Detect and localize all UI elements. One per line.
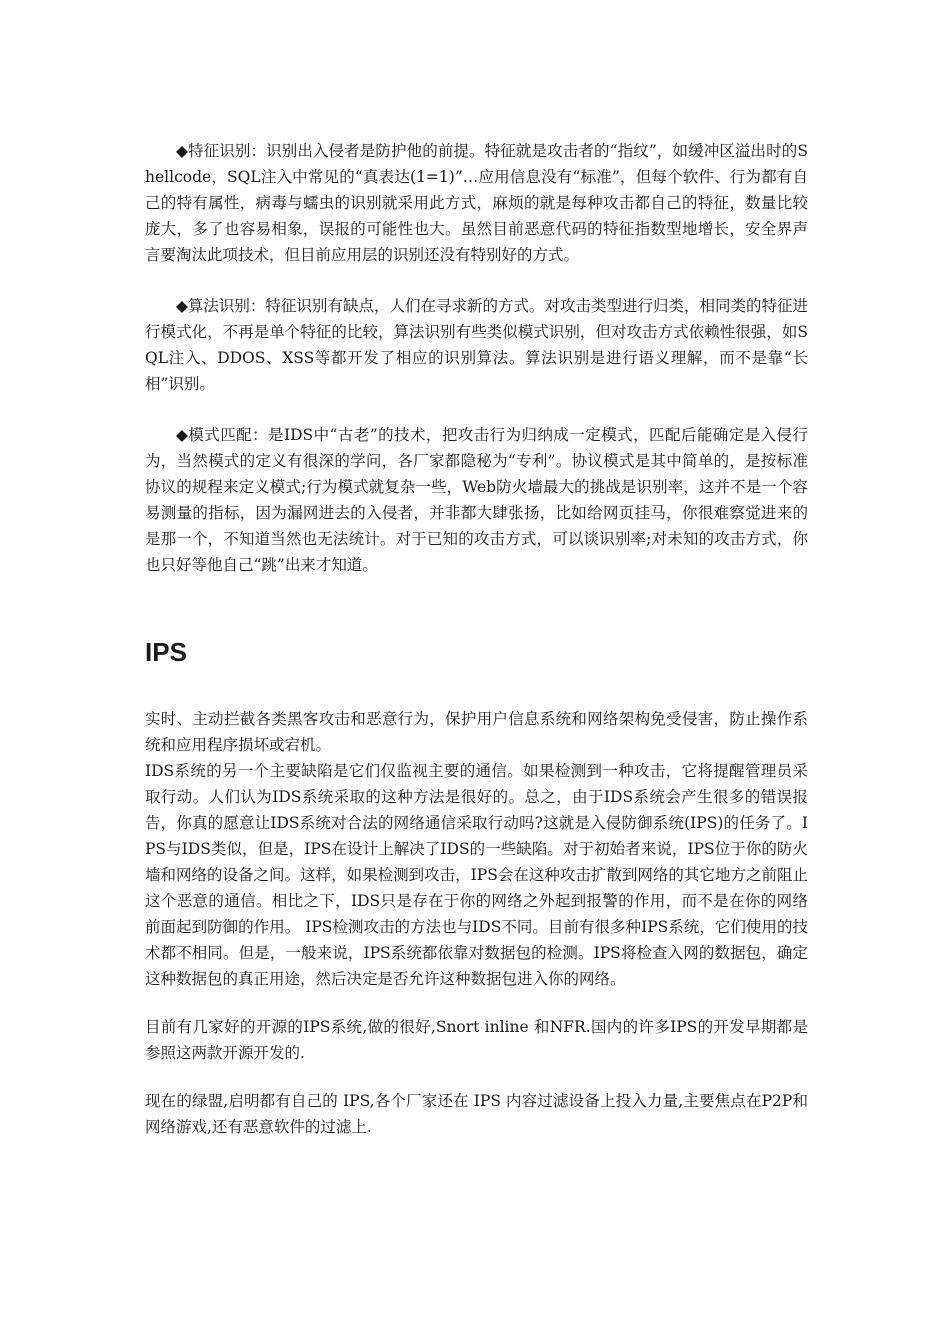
feature-recognition-paragraph: ◆特征识别：识别出入侵者是防护他的前提。特征就是攻击者的“指纹”，如缓冲区溢出时的Shellcode，SQL注入中常见的“真表达(1=1)”…应用信息没有“标准”，但每个软件、行为都有自己的特有属性，病毒与蠕虫的识别就采用此方式，麻烦的就是每种攻击都自己的特征，数量比较庞大，多了也容易相象，误报的可能性也大。虽然目前恶意代码的特征指数型地增长，安全界声言要淘汰此项技术，但目前应用层的识别还没有特别好的方式。 bbox=[145, 142, 808, 264]
vendor-ips-paragraph: 现在的绿盟,启明都有自己的 IPS,各个厂家还在 IPS 内容过滤设备上投入力量,主要焦点在P2P和网络游戏,还有恶意软件的过滤上. bbox=[145, 1092, 808, 1136]
pattern-matching-paragraph: ◆模式匹配：是IDS中“古老”的技术，把攻击行为归纳成一定模式，匹配后能确定是入侵行为，当然模式的定义有很深的学问，各厂家都隐秘为“专利”。协议模式是其中简单的，是按标准协议的规程来定义模式;行为模式就复杂一些，Web防火墙最大的挑战是识别率，这并不是一个容易测量的指标，因为漏网进去的入侵者，并非都大肆张扬，比如给网页挂马，你很难察觉进来的是那一个，不知道当然也无法统计。对于已知的攻击方式，可以谈识别率;对未知的攻击方式，你也只好等他自己“跳”出来才知道。 bbox=[145, 426, 808, 574]
ids-techniques-section bbox=[145, 138, 808, 578]
ips-heading: IPS bbox=[145, 637, 187, 667]
ips-vs-ids-paragraph: IDS系统的另一个主要缺陷是它们仅监视主要的通信。如果检测到一种攻击，它将提醒管理员采取行动。人们认为IDS系统采取的这种方法是很好的。总之，由于IDS系统会产生很多的错误报告，你真的愿意让IDS系统对合法的网络通信采取行动吗?这就是入侵防御系统(IPS)的任务了。IPS与IDS类似，但是，IPS在设计上解决了IDS的一些缺陷。对于初始者来说，IPS位于你的防火墙和网络的设备之间。这样，如果检测到攻击，IPS会在这种攻击扩散到网络的其它地方之前阻止这个恶意的通信。相比之下，IDS只是存在于你的网络之外起到报警的作用，而不是在你的网络前面起到防御的作用。 IPS检测攻击的方法也与IDS不同。目前有很多种IPS系统，它们使用的技术都不相同。但是，一般来说，IPS系统都依靠对数据包的检测。IPS将检查入网的数据包，确定这种数据包的真正用途，然后决定是否允许这种数据包进入你的网络。 bbox=[145, 762, 808, 988]
open-source-ips-paragraph: 目前有几家好的开源的IPS系统,做的很好,Snort inline 和NFR.国内的许多IPS的开发早期都是参照这两款开源开发的. bbox=[145, 1018, 808, 1062]
ips-intro-paragraph: 实时、主动拦截各类黑客攻击和恶意行为，保护用户信息系统和网络架构免受侵害，防止操作系统和应用程序损坏或宕机。 bbox=[145, 710, 808, 754]
algorithm-recognition-paragraph: ◆算法识别：特征识别有缺点，人们在寻求新的方式。对攻击类型进行归类，相同类的特征进行模式化，不再是单个特征的比较，算法识别有些类似模式识别，但对攻击方式依赖性很强，如SQL注入、DDOS、XSS等都开发了相应的识别算法。算法识别是进行语义理解，而不是靠“长相”识别。 bbox=[145, 297, 808, 393]
ips-section bbox=[145, 706, 808, 1140]
